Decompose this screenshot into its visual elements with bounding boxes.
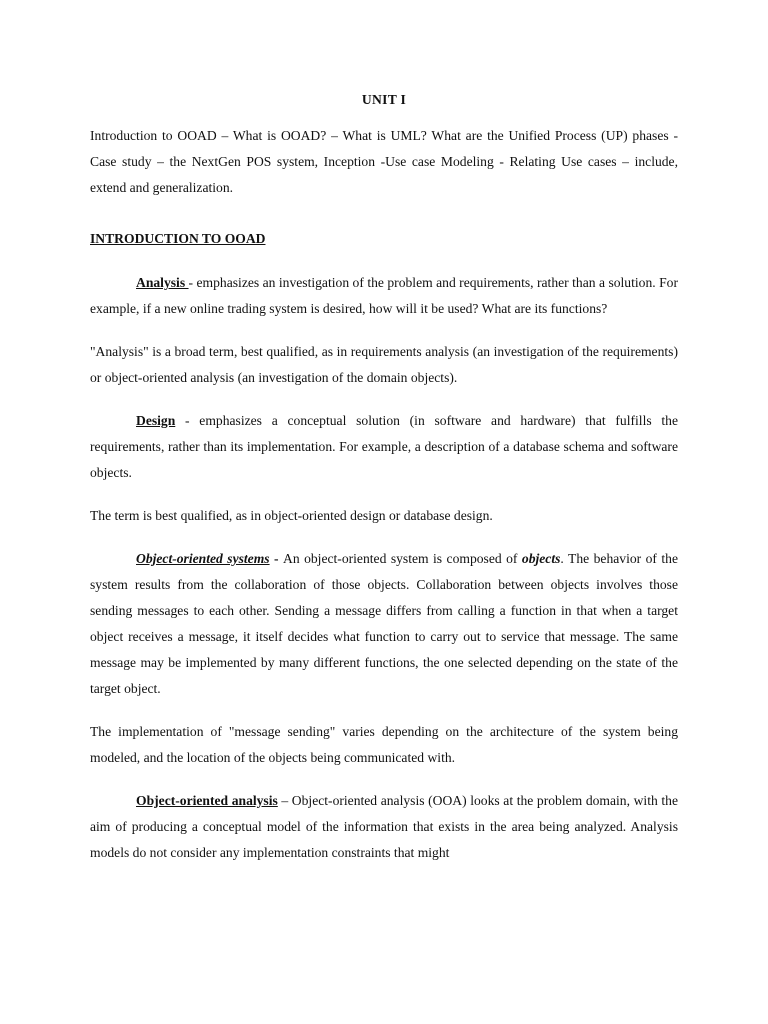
oo-systems-paragraph xyxy=(90,546,678,702)
oo-systems-text-after: . The behavior of the system results from the collaboration of those objects. Collaboration between objects involves those sending messages to each other. Sending a message differs from calling a function in that when a target object receives a message, it itself decides what function to carry out to service that message. The same message may be implemented by many different functions, the one selected depending on the state of the target object. xyxy=(90,551,679,696)
ooa-definition: – Object-oriented analysis (OOA) looks at the problem domain, with the aim of producing a conceptual model of the information that exists in the area being analyzed. Analysis models do not consider any implementation constraints that might xyxy=(90,793,678,860)
analysis-paragraph xyxy=(90,270,678,322)
design-note-paragraph: The term is best qualified, as in object-oriented design or database design. xyxy=(90,508,493,523)
design-term: Design xyxy=(136,413,176,428)
message-sending-paragraph: The implementation of "message sending" varies depending on the architecture of the system being modeled, and the location of the objects being communicated with. xyxy=(90,724,678,765)
objects-emphasis: objects xyxy=(521,551,561,566)
document-page xyxy=(90,90,678,883)
ooa-term: Object-oriented analysis xyxy=(136,793,278,808)
analysis-term: Analysis xyxy=(136,275,189,290)
design-definition: - emphasizes a conceptual solution (in software and hardware) that fulfills the requirements, rather than its implementation. For example, a description of a database schema and software objects. xyxy=(90,413,678,480)
section-heading: INTRODUCTION TO OOAD xyxy=(90,231,266,246)
oo-systems-term: Object-oriented systems xyxy=(136,551,270,566)
ooa-paragraph xyxy=(90,788,678,866)
analysis-definition: - emphasizes an investigation of the problem and requirements, rather than a solution. For example, if a new online trading system is desired, how will it be used? What are its functions? xyxy=(90,275,678,316)
analysis-note-paragraph: "Analysis" is a broad term, best qualified, as in requirements analysis (an investigation of the requirements) or object-oriented analysis (an investigation of the domain objects). xyxy=(90,344,678,385)
oo-systems-text-before: An object-oriented system is composed of xyxy=(283,551,522,566)
unit-title: UNIT I xyxy=(361,92,407,107)
unit-intro-paragraph: Introduction to OOAD – What is OOAD? – What is UML? What are the Unified Process (UP) phases - Case study – the NextGen POS system, Inception -Use case Modeling - Relating Use cases – include, extend and generalization. xyxy=(90,128,678,195)
oo-systems-dash: - xyxy=(269,551,284,566)
design-paragraph xyxy=(90,408,678,486)
